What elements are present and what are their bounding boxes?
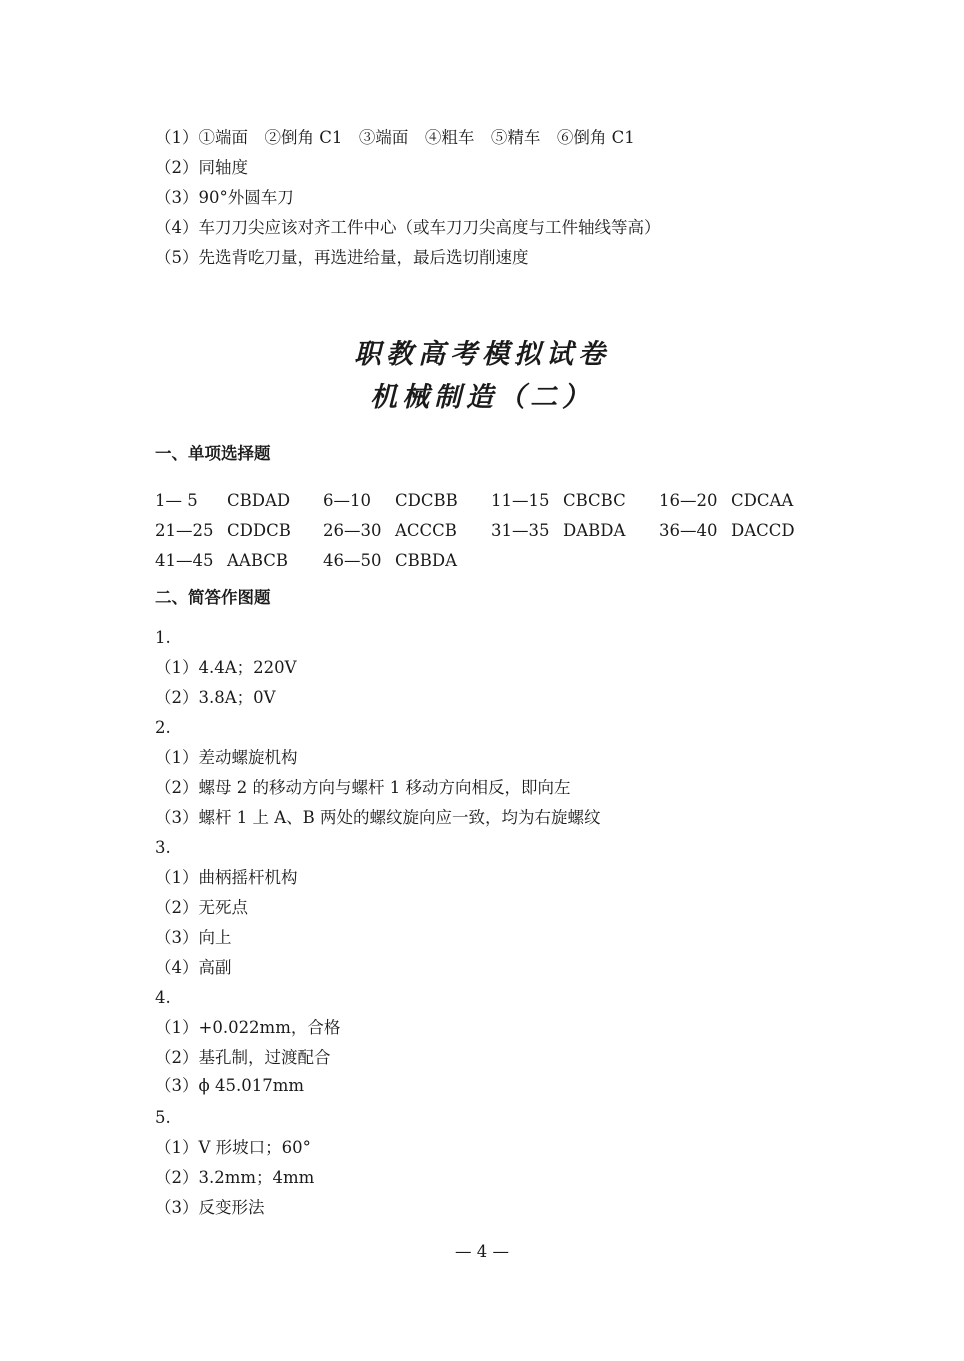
answer-range: 26—30 <box>323 521 382 540</box>
answer-line: （2）3.8A；0V <box>155 688 276 707</box>
exam-title: 职教高考模拟试卷 <box>354 339 610 370</box>
top-list-item-1: （1）①端面 ②倒角 C1 ③端面 ④粗车 ⑤精车 ⑥倒角 C1 <box>155 128 635 147</box>
answer-line: （3）螺杆 1 上 A、B 两处的螺纹旋向应一致，均为右旋螺纹 <box>155 808 601 827</box>
question-number: 5. <box>155 1108 171 1127</box>
answer-value: CBCBC <box>563 491 626 510</box>
section-heading-short-answer: 二、简答作图题 <box>155 588 271 607</box>
answer-range: 11—15 <box>491 491 550 510</box>
answer-value: CBBDA <box>395 551 458 570</box>
answer-cell <box>323 491 458 511</box>
answer-cell <box>659 521 795 541</box>
answer-range: 41—45 <box>155 551 214 570</box>
question-number: 4. <box>155 988 171 1007</box>
answer-range: 1— 5 <box>155 491 198 510</box>
answer-line: （1）4.4A；220V <box>155 658 297 677</box>
answer-line: （2）基孔制，过渡配合 <box>155 1048 331 1067</box>
question-number: 1. <box>155 628 171 647</box>
answer-range: 36—40 <box>659 521 718 540</box>
answer-value: DABDA <box>563 521 626 540</box>
answer-line: （1）V 形坡口；60° <box>155 1138 311 1157</box>
exam-subtitle: 机械制造（二） <box>370 382 594 413</box>
answer-value: CBDAD <box>227 491 291 510</box>
top-list-item-3: （3）90°外圆车刀 <box>155 188 294 207</box>
answer-cell <box>155 491 290 511</box>
page-number: — 4 — <box>455 1242 509 1261</box>
answer-line: （3）向上 <box>155 928 232 947</box>
answer-range: 21—25 <box>155 521 214 540</box>
section-heading-choice: 一、单项选择题 <box>155 444 271 463</box>
answer-line: （1）+0.022mm，合格 <box>155 1018 341 1037</box>
answer-cell <box>155 521 291 541</box>
answer-line: （2）3.2mm；4mm <box>155 1168 315 1187</box>
answer-range: 6—10 <box>323 491 371 510</box>
answer-range: 16—20 <box>659 491 718 510</box>
answer-value: AABCB <box>227 551 289 570</box>
answer-line: （3）反变形法 <box>155 1198 265 1217</box>
answer-line: （2）无死点 <box>155 898 248 917</box>
top-list-item-5: （5）先选背吃刀量，再选进给量，最后选切削速度 <box>155 248 529 267</box>
answer-line: （3）ϕ 45.017mm <box>155 1076 305 1095</box>
answer-cell <box>155 551 288 571</box>
answer-cell <box>491 521 625 541</box>
answer-cell <box>323 551 457 571</box>
answer-cell <box>491 491 626 511</box>
answer-line: （1）曲柄摇杆机构 <box>155 868 298 887</box>
question-number: 3. <box>155 838 171 857</box>
answer-range: 31—35 <box>491 521 550 540</box>
top-list-item-4: （4）车刀刀尖应该对齐工件中心（或车刀刀尖高度与工件轴线等高） <box>155 218 661 237</box>
answer-value: DACCD <box>731 521 795 540</box>
answer-range: 46—50 <box>323 551 382 570</box>
top-list-item-2: （2）同轴度 <box>155 158 248 177</box>
answer-line: （1）差动螺旋机构 <box>155 748 298 767</box>
answer-line: （2）螺母 2 的移动方向与螺杆 1 移动方向相反，即向左 <box>155 778 571 797</box>
answer-value: ACCCB <box>395 521 457 540</box>
answer-line: （4）高副 <box>155 958 232 977</box>
answer-cell <box>323 521 457 541</box>
answer-value: CDCAA <box>731 491 794 510</box>
answer-value: CDDCB <box>227 521 291 540</box>
answer-cell <box>659 491 793 511</box>
answer-value: CDCBB <box>395 491 458 510</box>
question-number: 2. <box>155 718 171 737</box>
